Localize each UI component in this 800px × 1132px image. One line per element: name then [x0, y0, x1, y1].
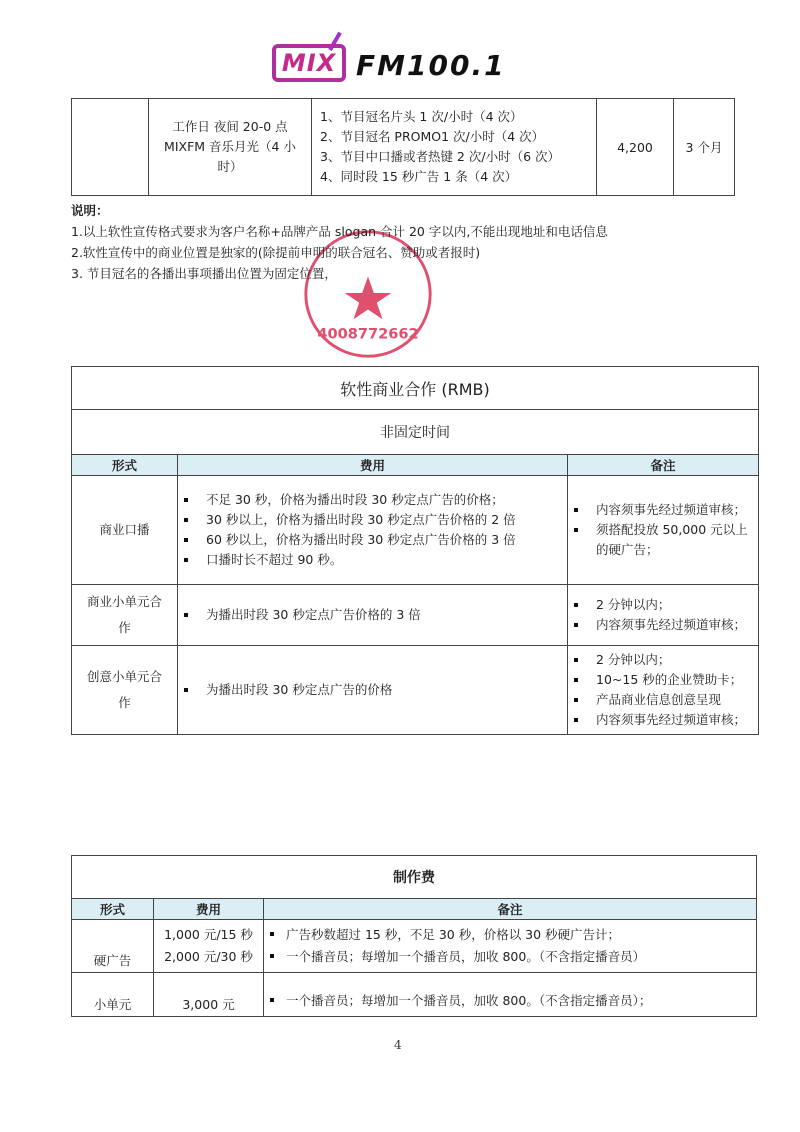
- column-header: 费用: [178, 455, 568, 476]
- table-row: [72, 973, 757, 1017]
- fee-item: 为播出时段 30 秒定点广告价格的 3 倍: [178, 605, 563, 625]
- note-item: 须搭配投放 50,000 元以上的硬广告；: [568, 520, 748, 560]
- fee-item: 60 秒以上，价格为播出时段 30 秒定点广告价格的 3 倍: [178, 530, 563, 550]
- item-line: 1、节目冠名片头 1 次/小时（4 次）: [320, 109, 523, 124]
- station-logo: [272, 30, 506, 88]
- note-item: 一个播音员；每增加一个播音员，加收 800。（不含指定播音员）；: [264, 990, 752, 1012]
- column-header: 形式: [72, 455, 178, 476]
- note-cell: [568, 476, 759, 585]
- fee-item: 30 秒以上，价格为播出时段 30 秒定点广告价格的 2 倍: [178, 510, 563, 530]
- form-cell: 商业口播: [72, 476, 178, 585]
- note-item: 广告秒数超过 15 秒，不足 30 秒，价格以 30 秒硬广告计；: [264, 924, 752, 946]
- form-cell: 商业小单元合作: [72, 585, 178, 646]
- column-header: 备注: [264, 899, 757, 920]
- production-fee-table: [71, 855, 757, 1017]
- program-sponsorship-table: [71, 98, 735, 196]
- note-item: 内容须事先经过频道审核；: [568, 500, 748, 520]
- form-cell: 创意小单元合作: [72, 646, 178, 735]
- note-cell: [568, 585, 759, 646]
- fee-cell: [178, 585, 568, 646]
- price-cell: 4,200: [597, 99, 674, 196]
- column-header: 费用: [154, 899, 264, 920]
- column-header: 形式: [72, 899, 154, 920]
- note-line: 2.软性宣传中的商业位置是独家的(除提前申明的联合冠名、赞助或者报时): [71, 245, 481, 260]
- note-item: 内容须事先经过频道审核；: [568, 710, 748, 730]
- fee-item: 为播出时段 30 秒定点广告的价格: [178, 680, 563, 700]
- item-line: 2、节目冠名 PROMO1 次/小时（4 次）: [320, 129, 545, 144]
- time-slot-cell: [149, 99, 312, 196]
- fee-line: 1,000 元/15 秒: [164, 927, 253, 942]
- period-cell: 3 个月: [674, 99, 735, 196]
- fee-cell: 3,000 元: [154, 973, 264, 1017]
- soft-cooperation-table: [71, 366, 759, 735]
- table-title: 制作费: [72, 856, 757, 899]
- note-item: 2 分钟以内；: [568, 595, 748, 615]
- fee-cell: [154, 920, 264, 973]
- time-slot-text: 工作日 夜间 20-0 点 MIXFM 音乐月光（4 小时）: [164, 119, 296, 174]
- logo-station-text: FM100.1: [356, 49, 506, 82]
- note-cell: [264, 920, 757, 973]
- fee-cell: [178, 646, 568, 735]
- note-line: 1.以上软性宣传格式要求为客户名称+品牌产品 slogan 合计 20 字以内,不能出现地址和电话信息: [71, 224, 608, 239]
- note-cell: [568, 646, 759, 735]
- table-row: [72, 585, 759, 646]
- page-number: 4: [394, 1038, 402, 1052]
- item-line: 4、同时段 15 秒广告 1 条（4 次）: [320, 169, 518, 184]
- table-row: [72, 920, 757, 973]
- header-row: [72, 455, 759, 476]
- note-cell: [264, 973, 757, 1017]
- items-cell: [312, 99, 597, 196]
- fee-line: 2,000 元/30 秒: [164, 949, 253, 964]
- fee-cell: [178, 476, 568, 585]
- logo-mix-text: MIX: [281, 49, 337, 77]
- table-row: [72, 99, 735, 196]
- note-item: 2 分钟以内；: [568, 650, 748, 670]
- form-cell: 小单元: [72, 973, 154, 1017]
- blank-cell: [72, 99, 149, 196]
- header-row: [72, 899, 757, 920]
- note-item: 一个播音员；每增加一个播音员，加收 800。（不含指定播音员）: [264, 946, 752, 968]
- table-row: [72, 646, 759, 735]
- item-line: 3、节目中口播或者热键 2 次/小时（6 次）: [320, 149, 560, 164]
- note-item: 产品商业信息创意呈现: [568, 690, 748, 710]
- column-header: 备注: [568, 455, 759, 476]
- note-line: 3. 节目冠名的各播出事项播出位置为固定位置，: [71, 266, 337, 281]
- table-subtitle: 非固定时间: [72, 410, 759, 455]
- notes-heading: 说明：: [71, 203, 109, 218]
- note-item: 内容须事先经过频道审核；: [568, 615, 748, 635]
- fee-item: 口播时长不超过 90 秒。: [178, 550, 563, 570]
- fee-item: 不足 30 秒，价格为播出时段 30 秒定点广告的价格；: [178, 490, 563, 510]
- notes-section: [71, 200, 771, 284]
- note-item: 10~15 秒的企业赞助卡；: [568, 670, 748, 690]
- form-cell: 硬广告: [72, 920, 154, 973]
- table-title: 软性商业合作 (RMB): [72, 367, 759, 410]
- seal-phone: 4008772662: [317, 325, 419, 343]
- table-row: [72, 476, 759, 585]
